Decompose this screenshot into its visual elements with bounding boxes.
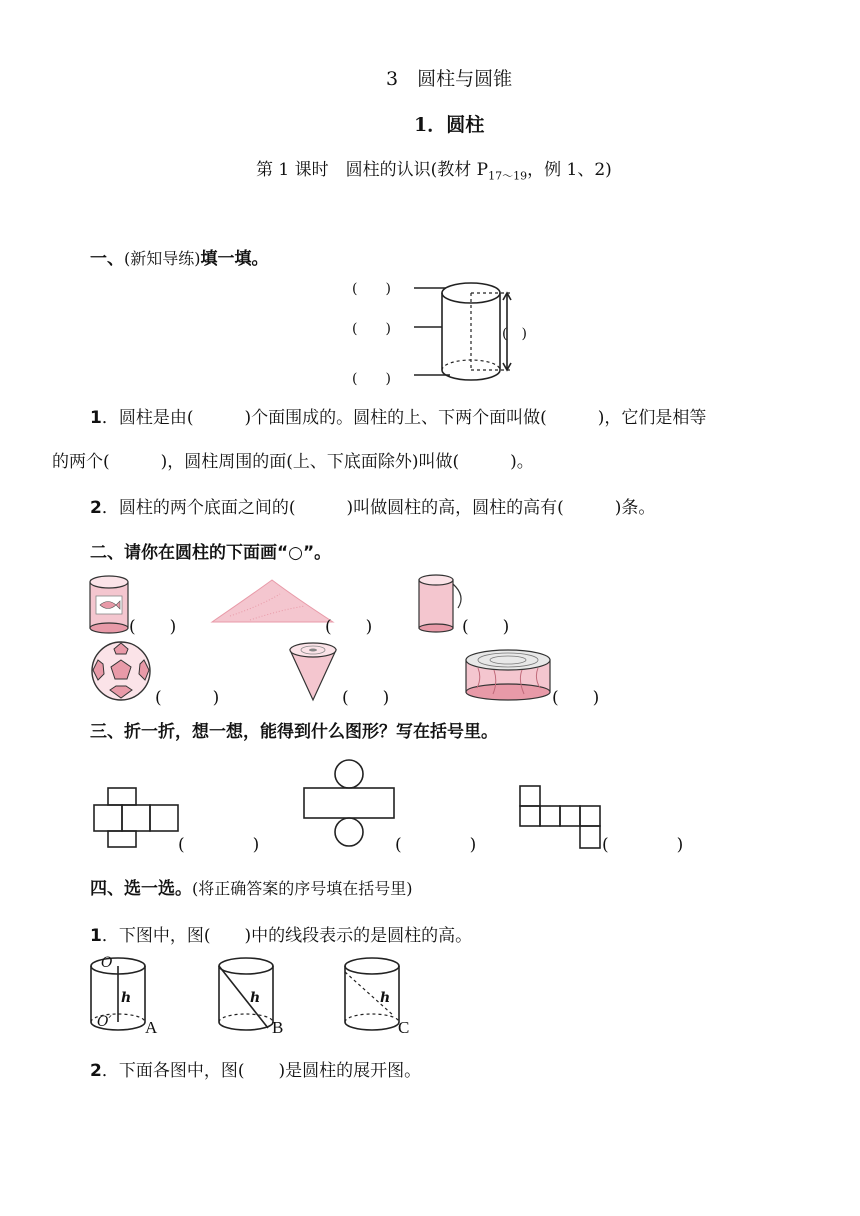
part3-heading: 三、折一折，想一想，能得到什么图形？写在括号里。 xyxy=(90,722,498,742)
part1-heading: 一、(新知导练)填一填。 xyxy=(90,249,269,269)
figure-c-cylinder xyxy=(342,954,404,1034)
part4-q2: 2．下面各图中，图( )是圆柱的展开图。 xyxy=(90,1061,422,1081)
figure-a-o-label: O xyxy=(101,955,113,971)
figure-a-o-prime-label: O′ xyxy=(97,1014,112,1030)
cylinder-diagram xyxy=(410,274,540,392)
cube-net-blank: ( ) xyxy=(178,835,260,855)
cylinder-net-figure xyxy=(302,758,398,852)
sand-pile-image xyxy=(210,576,335,626)
part1-q1-line2: 的两个( )，圆柱周围的面(上、下底面除外)叫做( )。 xyxy=(52,452,534,472)
bucket-image xyxy=(414,572,468,634)
lesson-title: 第 1 课时 圆柱的认识(教材 $P_{17\sim 19}$，例 1、2) xyxy=(256,160,612,183)
diagram-blank-top: ( ) xyxy=(352,281,391,297)
diagram-blank-bottom: ( ) xyxy=(352,371,391,387)
figure-b-cylinder xyxy=(216,954,278,1034)
cube-net-figure xyxy=(92,786,182,848)
part2-heading: 二、请你在圆柱的下面画“○”。 xyxy=(90,543,332,563)
part4-q1: 1．下图中，图( )中的线段表示的是圆柱的高。 xyxy=(90,926,473,946)
can-image xyxy=(88,574,133,632)
wood-log-image xyxy=(464,648,554,702)
section-title: 1．圆柱 xyxy=(414,114,485,136)
spinning-top-blank: ( ) xyxy=(342,688,390,708)
football-blank: ( ) xyxy=(155,688,220,708)
wood-log-blank: ( ) xyxy=(552,688,600,708)
figure-a-label: A xyxy=(145,1018,158,1037)
bucket-blank: ( ) xyxy=(462,617,510,637)
can-blank: ( ) xyxy=(129,617,177,637)
part1-q2: 2．圆柱的两个底面之间的( )叫做圆柱的高，圆柱的高有( )条。 xyxy=(90,498,656,518)
cylinder-net-blank: ( ) xyxy=(395,835,477,855)
chapter-title: 3 圆柱与圆锥 xyxy=(386,68,513,90)
diagram-blank-height: ( ) xyxy=(502,326,527,342)
cuboid-net-figure xyxy=(518,784,604,850)
figure-c-label: C xyxy=(398,1018,410,1037)
football-image xyxy=(90,640,154,702)
part4-heading: 四、选一选。(将正确答案的序号填在括号里) xyxy=(90,879,413,899)
cuboid-net-blank: ( ) xyxy=(602,835,684,855)
part1-q1-line1: 1．圆柱是由( )个面围成的。圆柱的上、下两个面叫做( )，它们是相等 xyxy=(90,408,707,428)
figure-b-label: B xyxy=(272,1018,284,1037)
figure-b-h-label: h xyxy=(250,990,261,1006)
figure-a-h-label: h xyxy=(121,990,132,1006)
figure-c-h-label: h xyxy=(380,990,391,1006)
sand-pile-blank: ( ) xyxy=(325,617,373,637)
spinning-top-image xyxy=(288,640,338,702)
diagram-blank-middle: ( ) xyxy=(352,321,391,337)
